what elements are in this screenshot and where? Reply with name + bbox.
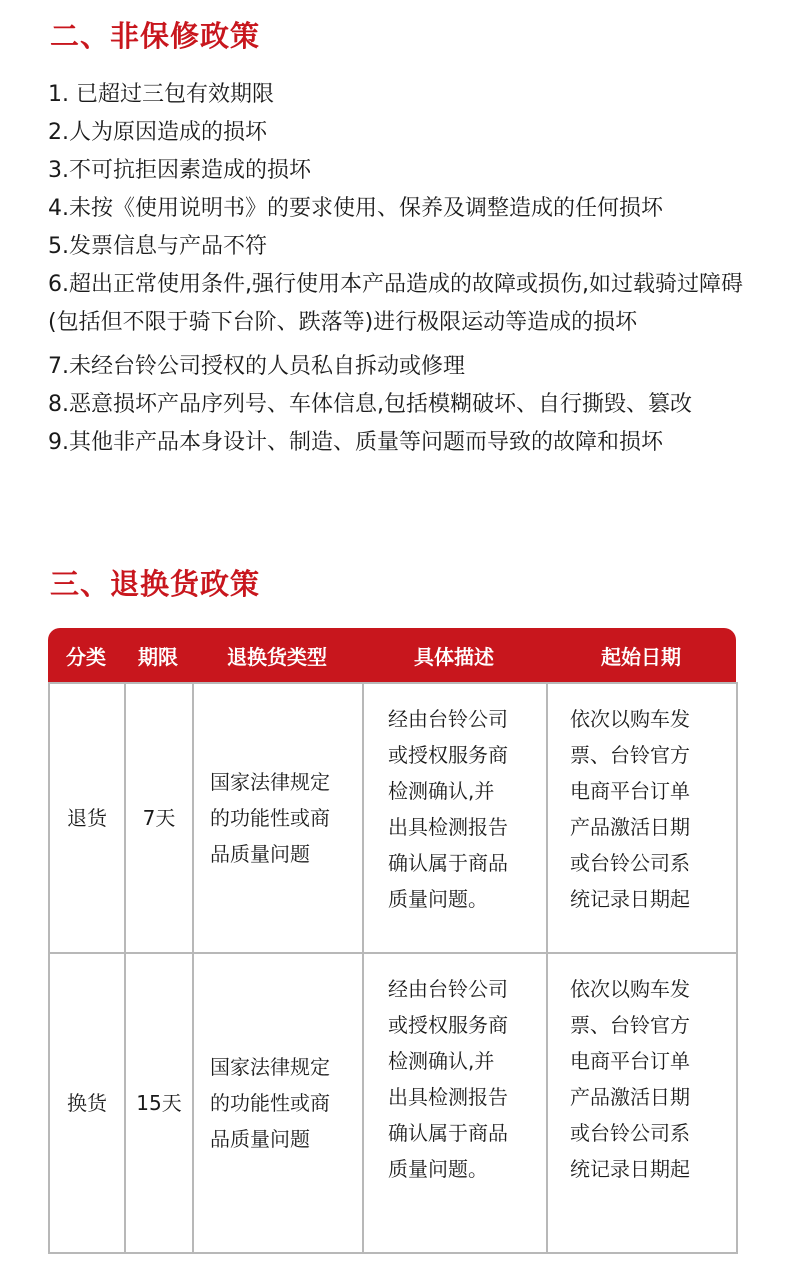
section-title-non-warranty: 二、非保修政策 — [50, 19, 261, 53]
cell-period: 7天 — [125, 683, 193, 953]
cell-category: 退货 — [49, 683, 125, 953]
list-item: 9.其他非产品本身设计、制造、质量等问题而导致的故障和损坏 — [48, 430, 663, 455]
cell-start-date: 依次以购车发 票、台铃官方 电商平台订单 产品激活日期 或台铃公司系 统记录日期起 — [547, 953, 737, 1253]
section-title-return-exchange: 三、退换货政策 — [50, 567, 261, 601]
cell-period: 15天 — [125, 953, 193, 1253]
list-item: 7.未经台铃公司授权的人员私自拆动或修理 — [48, 354, 465, 379]
list-item: 1. 已超过三包有效期限 — [48, 82, 274, 107]
header-start-date: 起始日期 — [601, 644, 681, 669]
header-category: 分类 — [66, 644, 106, 669]
list-item: 6.超出正常使用条件,强行使用本产品造成的故障或损伤,如过载骑过障碍(包括但不限于骑下台阶、跌落等)进行极限运动等造成的损坏 — [48, 272, 743, 335]
list-item: 2.人为原因造成的损坏 — [48, 120, 267, 145]
table-row — [49, 683, 737, 953]
non-warranty-list — [48, 76, 763, 462]
list-item: 5.发票信息与产品不符 — [48, 234, 267, 259]
table-body — [48, 682, 738, 1254]
cell-type: 国家法律规定 的功能性或商 品质量问题 — [193, 953, 363, 1253]
table-header — [48, 628, 736, 682]
header-type: 退换货类型 — [227, 644, 327, 669]
cell-start-date: 依次以购车发 票、台铃官方 电商平台订单 产品激活日期 或台铃公司系 统记录日期起 — [547, 683, 737, 953]
cell-type: 国家法律规定 的功能性或商 品质量问题 — [193, 683, 363, 953]
list-item: 3.不可抗拒因素造成的损坏 — [48, 158, 311, 183]
table-row — [49, 953, 737, 1253]
cell-category: 换货 — [49, 953, 125, 1253]
cell-description: 经由台铃公司 或授权服务商 检测确认,并 出具检测报告 确认属于商品 质量问题。 — [363, 683, 547, 953]
return-policy-table — [48, 628, 736, 1254]
header-period: 期限 — [138, 644, 178, 669]
cell-description: 经由台铃公司 或授权服务商 检测确认,并 出具检测报告 确认属于商品 质量问题。 — [363, 953, 547, 1253]
list-item: 8.恶意损坏产品序列号、车体信息,包括模糊破坏、自行撕毁、篡改 — [48, 392, 692, 417]
header-description: 具体描述 — [414, 644, 494, 669]
list-item: 4.未按《使用说明书》的要求使用、保养及调整造成的任何损坏 — [48, 196, 663, 221]
